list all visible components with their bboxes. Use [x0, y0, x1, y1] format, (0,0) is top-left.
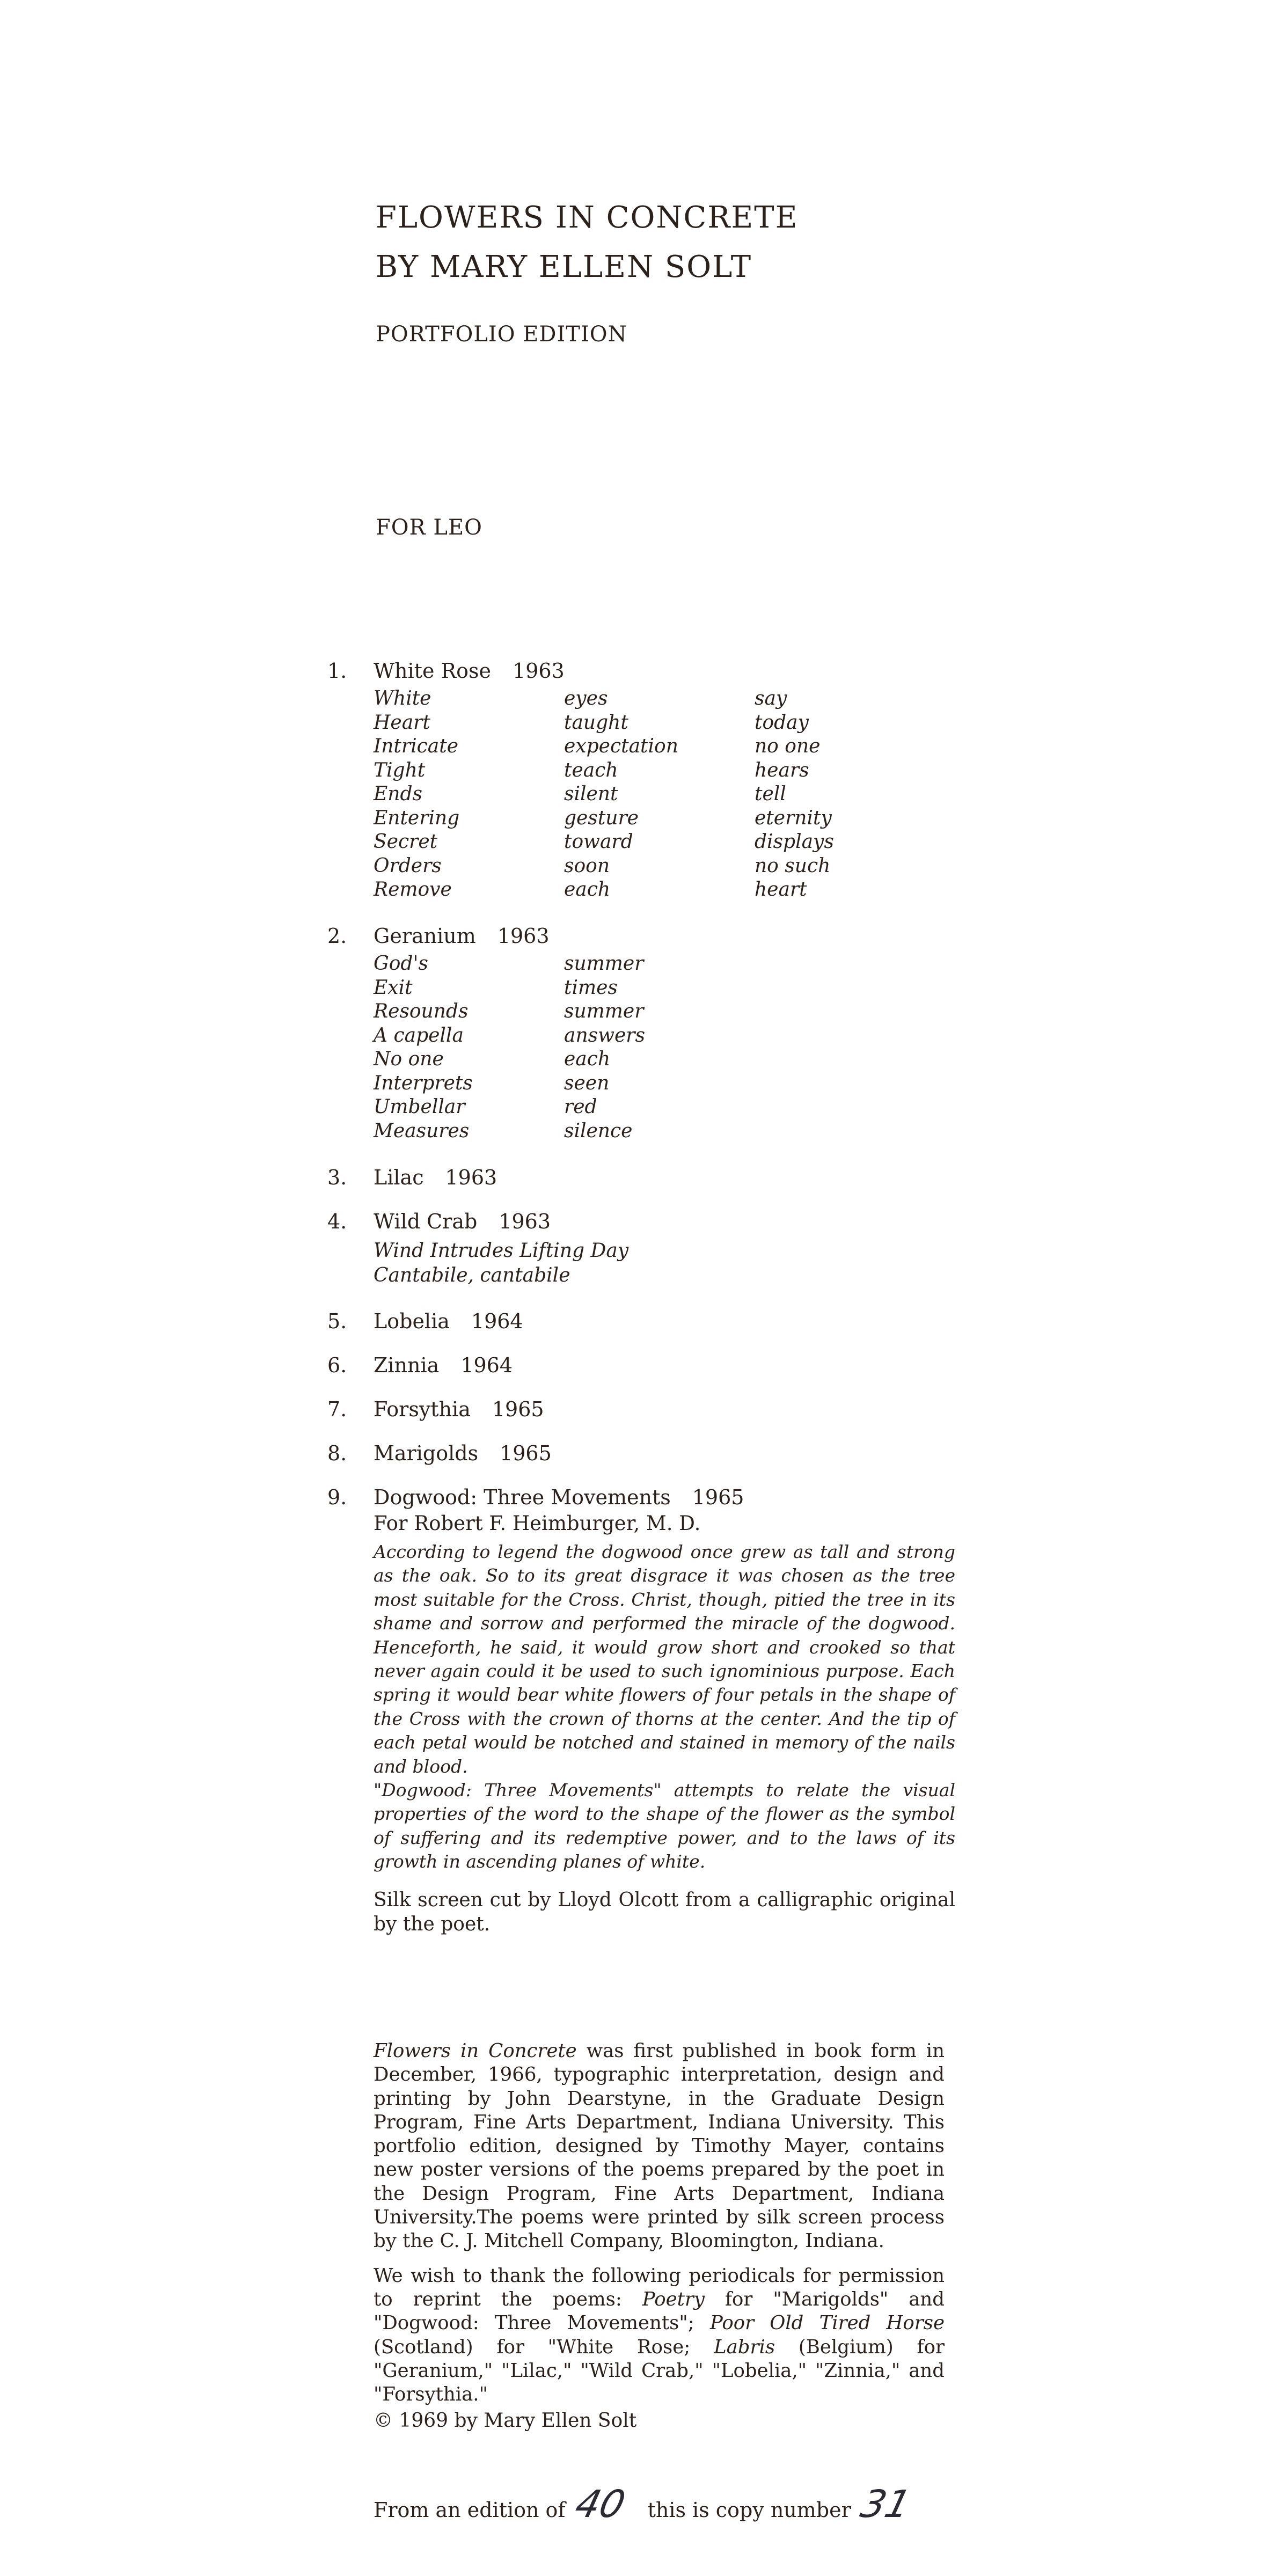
legend-note: According to legend the dogwood once grew as tall and strong as the oak. So to its great disgrace it was chosen as the tree most suitable for the Cross. Christ, though, pitied the tree in its shame and sorrow and performed the miracle of the dogwood. Henceforth, he said, it would grow short and crooked so that never again could it be used to such ignominious purpose. Each spring it would bear white flowers of four petals in the shape of the Cross with the crown of thorns at the center. And the tip of each petal would be notched and stained in memory of the nails and blood. [374, 1541, 955, 1777]
word: soon [564, 854, 610, 877]
poem-entry-dogwood [327, 1485, 955, 1936]
word-column-1 [374, 952, 564, 1143]
colophon [374, 2039, 945, 2417]
word: teach [564, 759, 618, 781]
subtitle-line: Wind Intrudes Lifting Day [374, 1240, 629, 1262]
periodical-title: Poetry [642, 2288, 705, 2310]
poem-title: Geranium [374, 924, 476, 948]
entry-number: 4. [327, 1210, 347, 1233]
word: summer [564, 1000, 644, 1022]
poem-title: Marigolds [374, 1441, 479, 1465]
book-title: Flowers in Concrete [374, 2040, 577, 2062]
word: each [564, 879, 611, 901]
poem-subtitle [374, 1239, 955, 1288]
ack-text: We wish to thank the following periodicals for permission to reprint the poems: [374, 2264, 945, 2310]
word: answers [564, 1024, 645, 1046]
poem-entry-lobelia [327, 1309, 955, 1333]
word: Orders [374, 854, 442, 877]
edition-label: PORTFOLIO EDITION [376, 322, 627, 347]
word: Entering [374, 807, 460, 829]
entry-number: 1. [327, 659, 347, 683]
poem-entry-geranium [327, 924, 955, 1143]
entry-number: 7. [327, 1397, 347, 1421]
word: Resounds [374, 1000, 469, 1022]
poem-title: Forsythia [374, 1397, 471, 1421]
entry-number: 9. [327, 1485, 347, 1509]
ack-text: (Scotland) for "White Rose; [374, 2336, 691, 2358]
poem-word-grid [374, 952, 955, 1143]
word: God's [374, 953, 428, 975]
word-column-1 [374, 687, 564, 902]
word: Remove [374, 879, 452, 901]
word: Exit [374, 976, 413, 999]
poem-year: 1963 [497, 924, 550, 948]
entry-number: 6. [327, 1353, 347, 1377]
poem-year: 1963 [513, 659, 565, 683]
poem-entry-zinnia [327, 1353, 955, 1377]
poem-entry-lilac [327, 1166, 955, 1189]
poem-word-grid [374, 687, 955, 902]
poem-entry-marigolds [327, 1441, 955, 1465]
intent-note: "Dogwood: Three Movements" attempts to relate the visual properties of the word to the shape of the flower as the symbol of suffering and its redemptive power, and to the laws of its growth in ascending planes of white. [374, 1780, 955, 1872]
title-line-2: BY MARY ELLEN SOLT [376, 250, 752, 284]
poem-year: 1965 [500, 1441, 552, 1465]
poem-entry-white-rose [327, 659, 955, 902]
poem-year: 1964 [460, 1353, 513, 1377]
ack-text: for "Marigolds" and "Dogwood: Three Movements"; [374, 2288, 945, 2334]
word: seen [564, 1072, 610, 1094]
periodical-title: Labris [714, 2336, 775, 2358]
word: eyes [564, 687, 608, 709]
word: today [755, 711, 809, 734]
word: no such [755, 854, 831, 877]
poem-title: Lobelia [374, 1309, 450, 1333]
poem-year: 1965 [492, 1397, 544, 1421]
word: each [564, 1048, 611, 1070]
word: tell [755, 783, 786, 805]
poem-year: 1965 [692, 1485, 744, 1509]
poem-title: Wild Crab [374, 1210, 478, 1233]
page-title [376, 193, 799, 292]
word: heart [755, 879, 807, 901]
word: No one [374, 1048, 444, 1070]
word-column-2 [564, 687, 755, 902]
copy-number: 31 [856, 2482, 916, 2526]
poem-title: Lilac [374, 1166, 424, 1189]
subtitle-line: Cantabile, cantabile [374, 1264, 570, 1286]
dedication: FOR LEO [376, 515, 482, 540]
word: eternity [755, 807, 832, 829]
word: toward [564, 831, 633, 853]
edition-middle: this is copy number [647, 2498, 851, 2522]
publication-paragraph [374, 2039, 945, 2253]
word: silent [564, 783, 618, 805]
edition-prefix: From an edition of [374, 2498, 566, 2522]
word: Tight [374, 759, 426, 781]
poem-title: White Rose [374, 659, 492, 683]
word: red [564, 1096, 597, 1118]
word: taught [564, 711, 628, 734]
word-column-2 [564, 952, 755, 1143]
word: Heart [374, 711, 430, 734]
word: times [564, 976, 618, 999]
word: displays [755, 831, 834, 853]
word-column-3 [755, 687, 945, 902]
edition-copy-line [374, 2482, 933, 2526]
silkscreen-credit: Silk screen cut by Lloyd Olcott from a calligraphic original by the poet. [374, 1889, 955, 1935]
word: gesture [564, 807, 639, 829]
word: Interprets [374, 1072, 473, 1094]
word: say [755, 687, 787, 709]
poem-title: Dogwood: Three Movements [374, 1485, 671, 1509]
ack-text: (Belgium) for "Geranium," "Lilac," "Wild Crab," "Lobelia," "Zinnia," and "Forsythia." [374, 2336, 945, 2406]
word: expectation [564, 735, 678, 757]
periodical-title: Poor Old Tired Horse [709, 2312, 945, 2334]
word: Umbellar [374, 1096, 465, 1118]
entry-number: 3. [327, 1166, 347, 1189]
poem-year: 1963 [445, 1166, 497, 1189]
title-line-1: FLOWERS IN CONCRETE [376, 200, 799, 235]
word: Secret [374, 831, 438, 853]
entry-number: 8. [327, 1441, 347, 1465]
poem-entry-wild-crab [327, 1210, 955, 1288]
publication-text: was first published in book form in December, 1966, typographic interpretation, design and printing by John Dearstyne, in the Graduate Design Program, Fine Arts Department, Indiana University. This portfolio edition, designed by Timothy Mayer, contains new poster versions of the poems prepared by the poet in the Design Program, Fine Arts Department, Indiana University.The poems were printed by silk screen process by the C. J. Mitchell Company, Bloomington, Indiana. [374, 2040, 945, 2252]
acknowledgements-paragraph [374, 2264, 945, 2407]
copyright-notice: © 1969 by Mary Ellen Solt [374, 2410, 637, 2432]
poem-entry-forsythia [327, 1397, 955, 1421]
entry-number: 5. [327, 1309, 347, 1333]
word: White [374, 687, 431, 709]
word: Measures [374, 1119, 470, 1142]
word: Ends [374, 783, 422, 805]
word: hears [755, 759, 809, 781]
poem-dedication: For Robert F. Heimburger, M. D. [374, 1512, 701, 1535]
word: summer [564, 953, 644, 975]
edition-count: 40 [570, 2482, 630, 2526]
entry-number: 2. [327, 924, 347, 948]
poem-year: 1963 [499, 1210, 551, 1233]
word: no one [755, 735, 821, 757]
word: silence [564, 1119, 633, 1142]
word: A capella [374, 1024, 464, 1046]
word: Intricate [374, 735, 458, 757]
poem-year: 1964 [471, 1309, 523, 1333]
poem-title: Zinnia [374, 1353, 440, 1377]
